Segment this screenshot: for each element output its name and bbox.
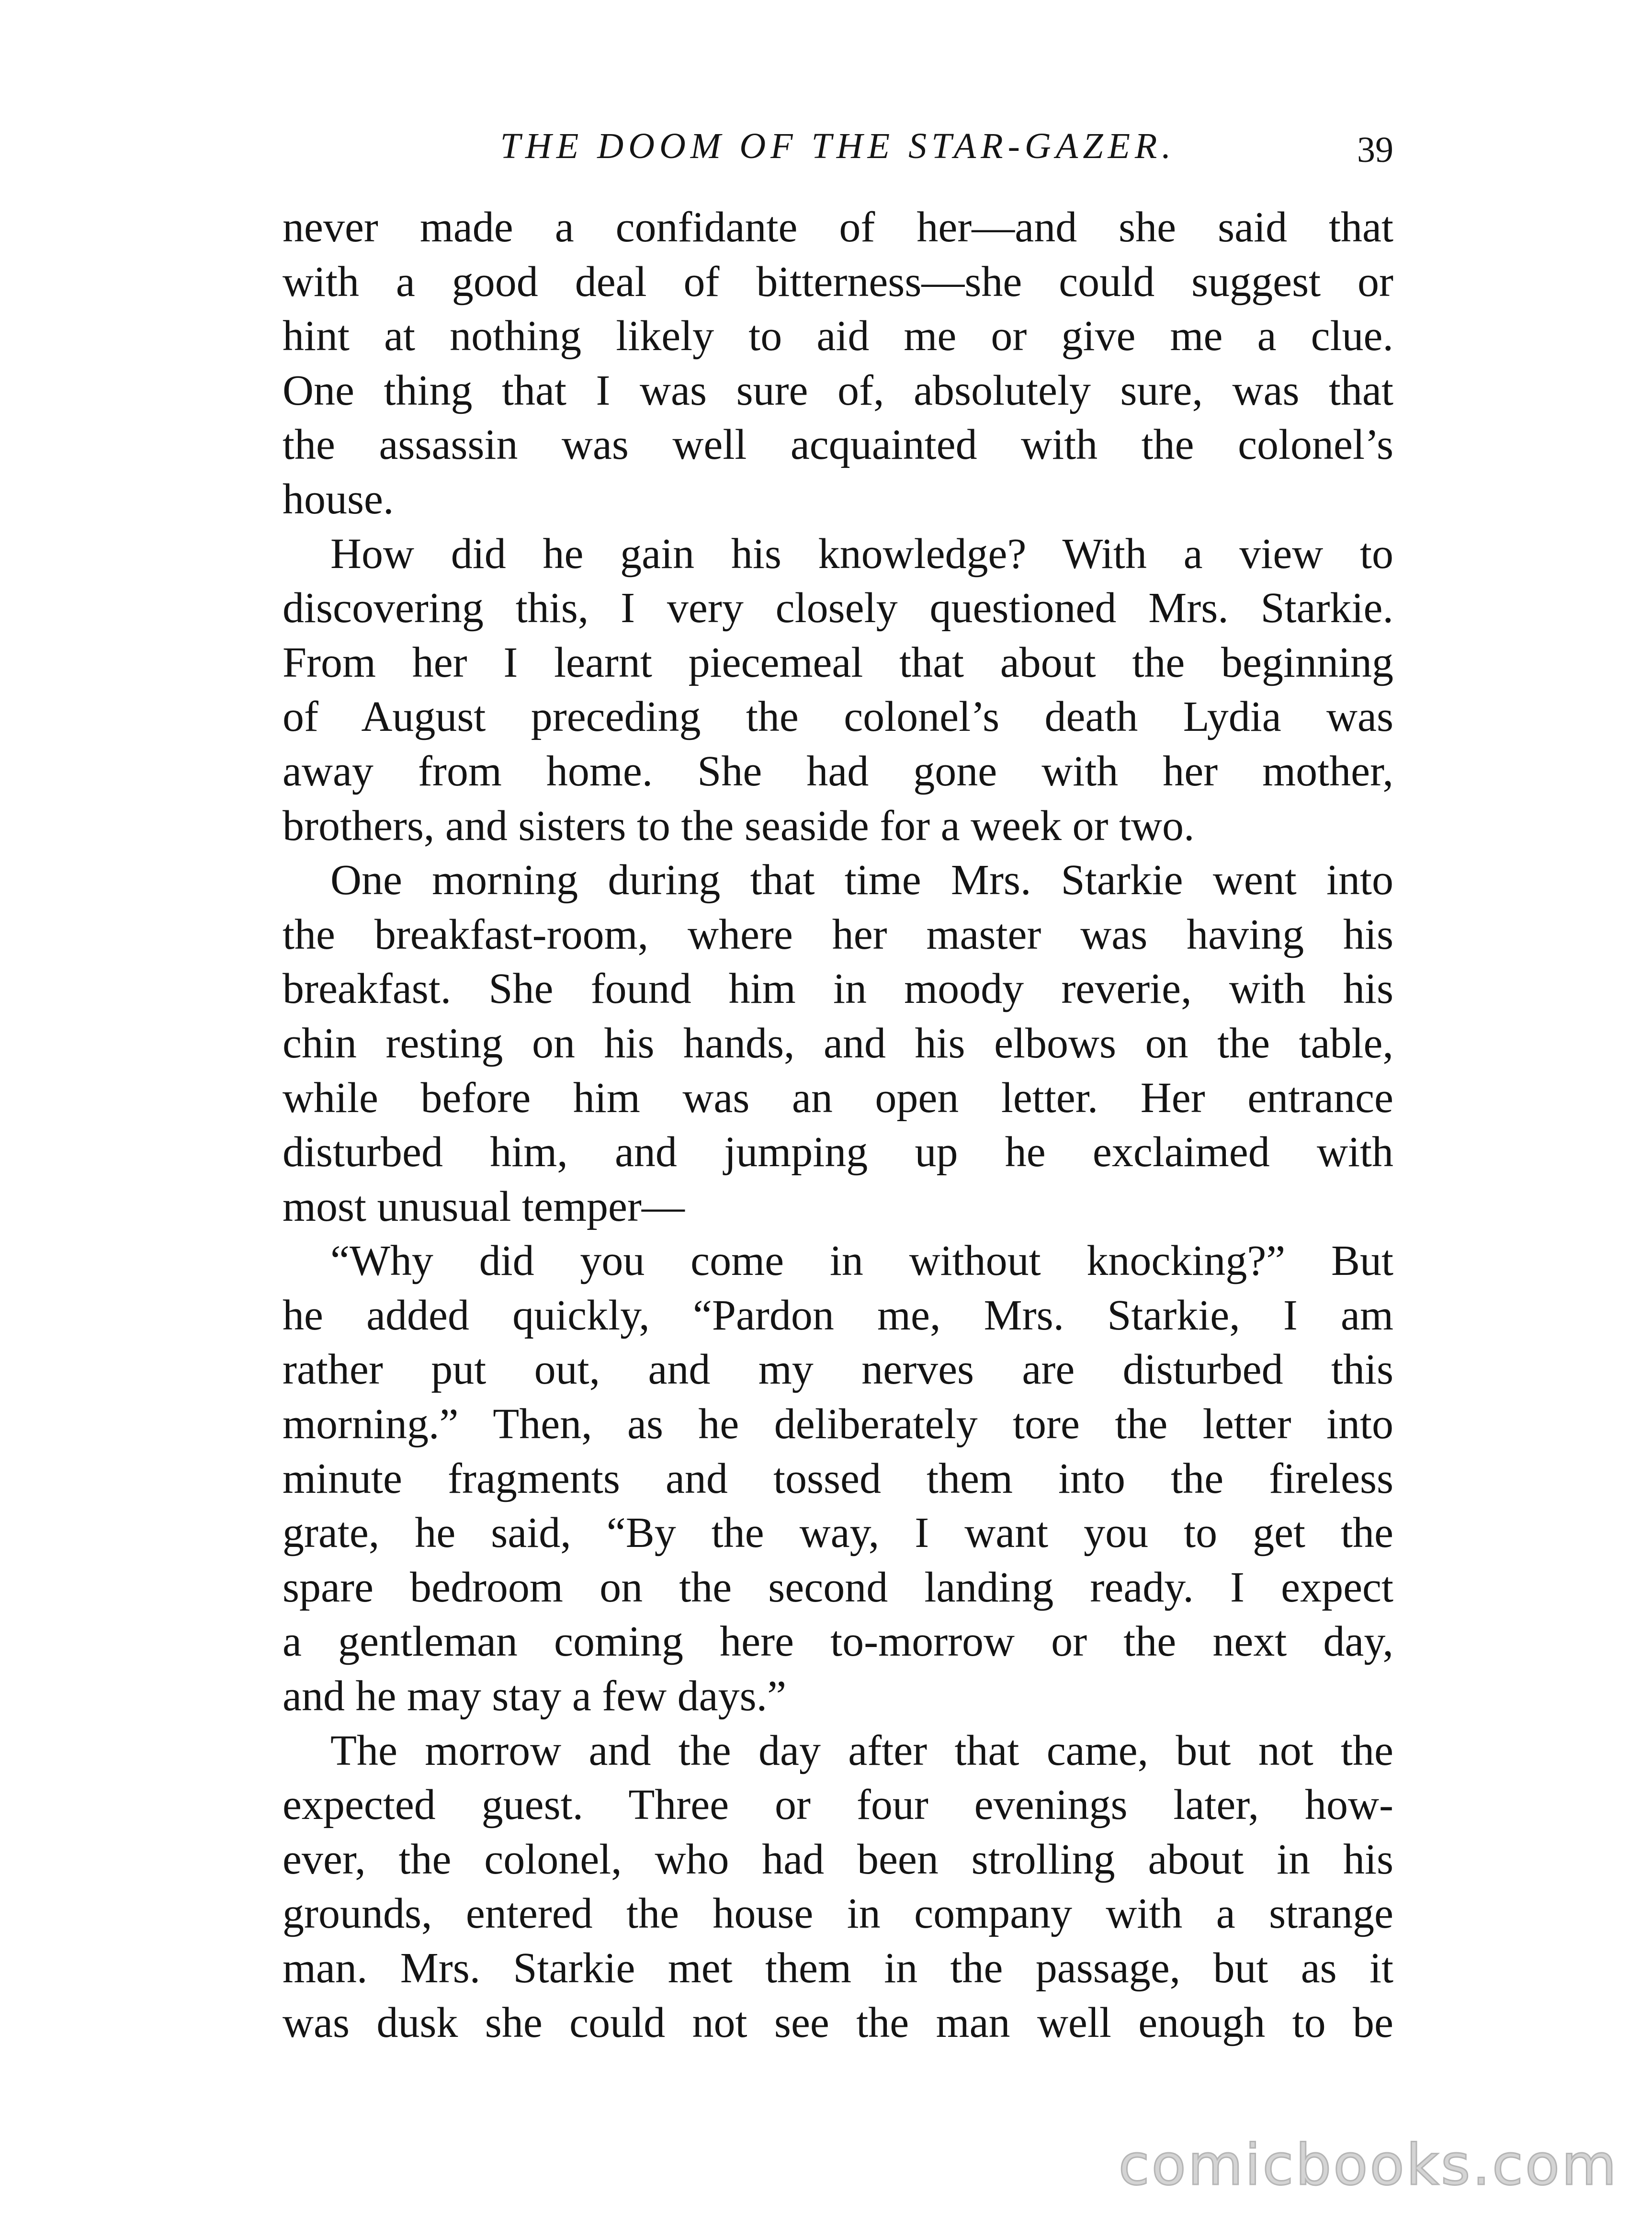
text-line: From her I learnt piecemeal that about the beginning: [283, 638, 1393, 686]
text-line: brothers, and sisters to the seaside for a week or two.: [283, 802, 1195, 850]
paragraph: [283, 200, 1393, 527]
text-line: of August preceding the colonel’s death Lydia was: [283, 693, 1393, 741]
text-line: the assassin was well acquainted with the colonel’s: [283, 421, 1393, 469]
watermark-logo: comicbooks.com: [1118, 2132, 1618, 2198]
text-line: “Why did you come in without knocking?” But: [330, 1237, 1393, 1285]
text-line: expected guest. Three or four evenings later, how-: [283, 1781, 1393, 1829]
text-line: hint at nothing likely to aid me or give me a clue.: [283, 312, 1393, 360]
text-line: breakfast. She found him in moody reverie, with his: [283, 965, 1393, 1013]
text-line: The morrow and the day after that came, but not the: [330, 1727, 1393, 1774]
text-line: he added quickly, “Pardon me, Mrs. Starkie, I am: [283, 1291, 1393, 1339]
text-line: One thing that I was sure of, absolutely sure, was that: [283, 366, 1393, 414]
text-line: spare bedroom on the second landing ready. I expect: [283, 1563, 1393, 1611]
text-line: ever, the colonel, who had been strolling about in his: [283, 1835, 1393, 1883]
text-line: minute fragments and tossed them into the fireless: [283, 1454, 1393, 1502]
running-title: THE DOOM OF THE STAR-GAZER.: [500, 126, 1176, 166]
text-line: rather put out, and my nerves are disturbed this: [283, 1346, 1393, 1394]
text-line: grate, he said, “By the way, I want you to get the: [283, 1509, 1393, 1557]
page-number: 39: [1357, 130, 1393, 170]
text-line: How did he gain his knowledge? With a view to: [330, 530, 1393, 578]
text-line: was dusk she could not see the man well enough to be: [283, 1999, 1393, 2046]
text-line: discovering this, I very closely questioned Mrs. Starkie.: [283, 584, 1393, 632]
paragraph: [283, 1724, 1393, 2050]
text-line: morning.” Then, as he deliberately tore the letter into: [283, 1400, 1393, 1448]
text-line: and he may stay a few days.”: [283, 1672, 787, 1720]
text-line: while before him was an open letter. Her entrance: [283, 1074, 1393, 1122]
text-line: never made a confidante of her—and she said that: [283, 204, 1393, 251]
text-line: the breakfast-room, where her master was having his: [283, 910, 1393, 958]
body-text: [283, 200, 1393, 2050]
text-line: house.: [283, 475, 394, 523]
text-line: man. Mrs. Starkie met them in the passage, but as it: [283, 1944, 1393, 1992]
text-line: One morning during that time Mrs. Starkie went into: [330, 856, 1393, 904]
text-line: chin resting on his hands, and his elbows on the table,: [283, 1019, 1393, 1067]
text-line: away from home. She had gone with her mother,: [283, 747, 1393, 795]
paragraph: [283, 527, 1393, 853]
paragraph: [283, 853, 1393, 1234]
running-head: [283, 122, 1393, 170]
text-line: disturbed him, and jumping up he exclaimed with: [283, 1128, 1393, 1176]
text-line: with a good deal of bitterness—she could suggest or: [283, 258, 1393, 306]
text-line: a gentleman coming here to-morrow or the next day,: [283, 1618, 1393, 1666]
paragraph: [283, 1234, 1393, 1723]
text-line: grounds, entered the house in company with a strange: [283, 1890, 1393, 1938]
text-line: most unusual temper—: [283, 1182, 685, 1230]
